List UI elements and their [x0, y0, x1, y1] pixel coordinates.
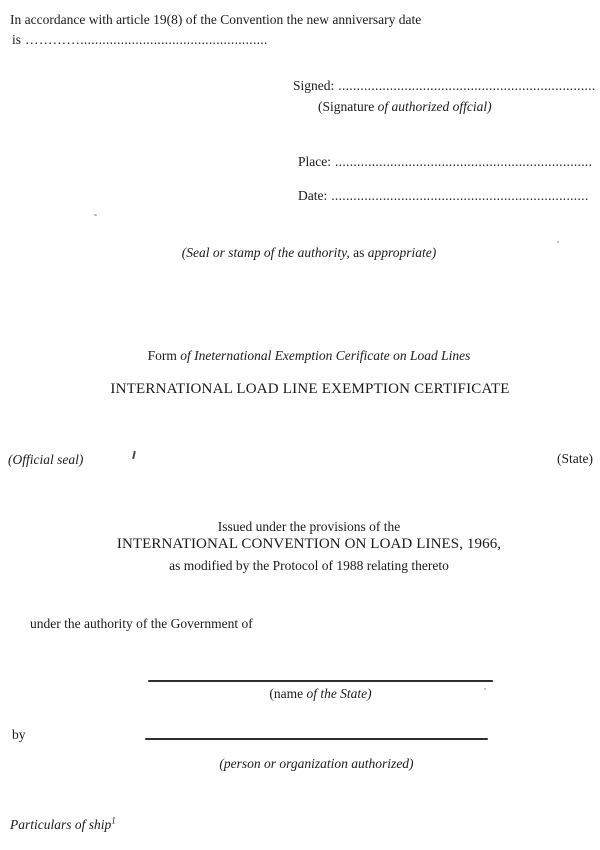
person-signature-line — [145, 738, 488, 740]
issued-line-1: Issued under the provisions of the — [217, 519, 401, 534]
particulars-heading — [10, 817, 116, 833]
state-name-caption-plain: (name — [269, 686, 304, 701]
scan-speck — [94, 214, 97, 216]
state-caption: (State) — [557, 451, 593, 466]
particulars-heading-text: Particulars of ship — [10, 817, 112, 832]
state-name-caption-italic: of the State) — [306, 686, 372, 701]
form-subtitle-plain: Form — [147, 348, 177, 363]
place-fill-line: ...................................................................... — [335, 154, 593, 169]
seal-note-plain: as — [353, 245, 365, 260]
signature-caption-italic: of authorized offcial) — [377, 99, 492, 114]
person-caption: (person or organization authorized) — [219, 756, 414, 771]
seal-note-italic-2: appropriate) — [367, 245, 437, 260]
date-row — [298, 188, 589, 204]
footnote-marker-1: 1 — [111, 815, 116, 826]
signature-caption-plain: (Signature — [318, 99, 375, 114]
intro-line-1: In accordance with article 19(8) of the Convention the new anniversary date — [10, 12, 422, 27]
signed-row — [293, 78, 596, 94]
intro-line-2 — [12, 32, 268, 48]
seal-note-italic-1: (Seal or stamp of the authority, — [181, 245, 350, 260]
scan-speck — [557, 241, 559, 243]
issued-line-3: as modified by the Protocol of 1988 relating thereto — [169, 558, 449, 573]
certificate-title: INTERNATIONAL LOAD LINE EXEMPTION CERTIFICATE — [110, 381, 510, 397]
place-row — [298, 154, 592, 170]
signature-caption — [318, 99, 492, 115]
stray-scan-mark — [132, 451, 135, 459]
official-seal-caption: (Official seal) — [8, 452, 84, 467]
signed-label: Signed: — [293, 78, 335, 93]
place-label: Place: — [298, 154, 331, 169]
anniversary-date-fill-line: …………................................................... — [25, 32, 268, 47]
signed-fill-line: ...................................................................... — [338, 78, 596, 93]
issued-line-2: INTERNATIONAL CONVENTION ON LOAD LINES, 1966, — [116, 536, 502, 552]
form-subtitle-italic: of Ineternational Exemption Cerificate on Load Lines — [180, 348, 471, 363]
intro-prefix: is — [12, 32, 22, 47]
seal-note — [9, 245, 600, 261]
date-label: Date: — [298, 188, 328, 203]
authority-line: under the authority of the Government of — [30, 616, 253, 631]
date-fill-line: ...................................................................... — [331, 188, 589, 203]
form-subtitle — [9, 348, 600, 364]
by-label: by — [12, 727, 26, 742]
state-name-signature-line — [148, 680, 493, 682]
state-name-caption — [148, 686, 493, 702]
